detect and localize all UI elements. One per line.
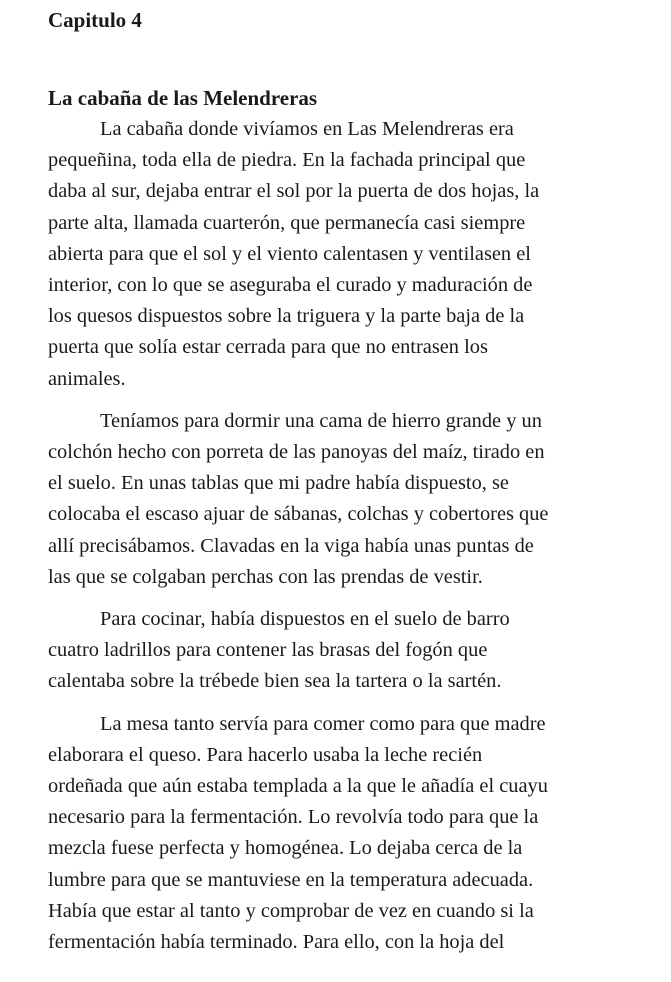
text-line: el suelo. En unas tablas que mi padre había dispuesto, se <box>48 472 509 495</box>
text-line: calentaba sobre la trébede bien sea la tartera o la sartén. <box>48 670 502 693</box>
text-line: necesario para la fermentación. Lo revolvía todo para que la <box>48 806 539 829</box>
section-title: La cabaña de las Melendreras <box>48 86 318 110</box>
text-line: Para cocinar, había dispuestos en el suelo de barro <box>100 608 510 631</box>
text-line: puerta que solía estar cerrada para que no entrasen los <box>48 336 488 359</box>
chapter-title: Capitulo 4 <box>48 8 142 32</box>
document-page <box>48 6 648 969</box>
paragraph-4 <box>48 709 648 959</box>
text-line: La mesa tanto servía para comer como para que madre <box>100 712 546 735</box>
text-line: interior, con lo que se aseguraba el curado y maduración de <box>48 274 533 297</box>
text-line: Teníamos para dormir una cama de hierro grande y un <box>100 409 542 432</box>
paragraph-1 <box>48 114 648 395</box>
text-line: abierta para que el sol y el viento calentasen y ventilasen el <box>48 242 531 265</box>
text-line: los quesos dispuestos sobre la triguera y la parte baja de la <box>48 305 525 328</box>
text-line: La cabaña donde vivíamos en Las Melendreras era <box>100 118 514 140</box>
paragraph-3 <box>48 604 648 698</box>
text-line: parte alta, llamada cuarterón, que permanecía casi siempre <box>48 211 526 234</box>
text-line: mezcla fuese perfecta y homogénea. Lo dejaba cerca de la <box>48 837 523 860</box>
text-line: colocaba el escaso ajuar de sábanas, colchas y cobertores que <box>48 503 549 526</box>
text-line: las que se colgaban perchas con las prendas de vestir. <box>48 565 483 588</box>
text-line: ordeñada que aún estaba templada a la que le añadía el cuayu <box>48 775 548 798</box>
text-line: daba al sur, dejaba entrar el sol por la puerta de dos hojas, la <box>48 180 540 203</box>
text-line: cuatro ladrillos para contener las brasas del fogón que <box>48 639 488 662</box>
paragraph-2 <box>48 406 648 593</box>
text-line: pequeñina, toda ella de piedra. En la fachada principal que <box>48 149 526 172</box>
text-line: colchón hecho con porreta de las panoyas del maíz, tirado en <box>48 441 545 464</box>
text-line: animales. <box>48 367 126 390</box>
text-line: elaborara el queso. Para hacerlo usaba la leche recién <box>48 743 483 766</box>
text-line: allí precisábamos. Clavadas en la viga había unas puntas de <box>48 534 534 557</box>
text-line: fermentación había terminado. Para ello, con la hoja del <box>48 931 505 954</box>
text-line: Había que estar al tanto y comprobar de vez en cuando si la <box>48 899 534 922</box>
text-line: lumbre para que se mantuviese en la temperatura adecuada. <box>48 868 534 891</box>
